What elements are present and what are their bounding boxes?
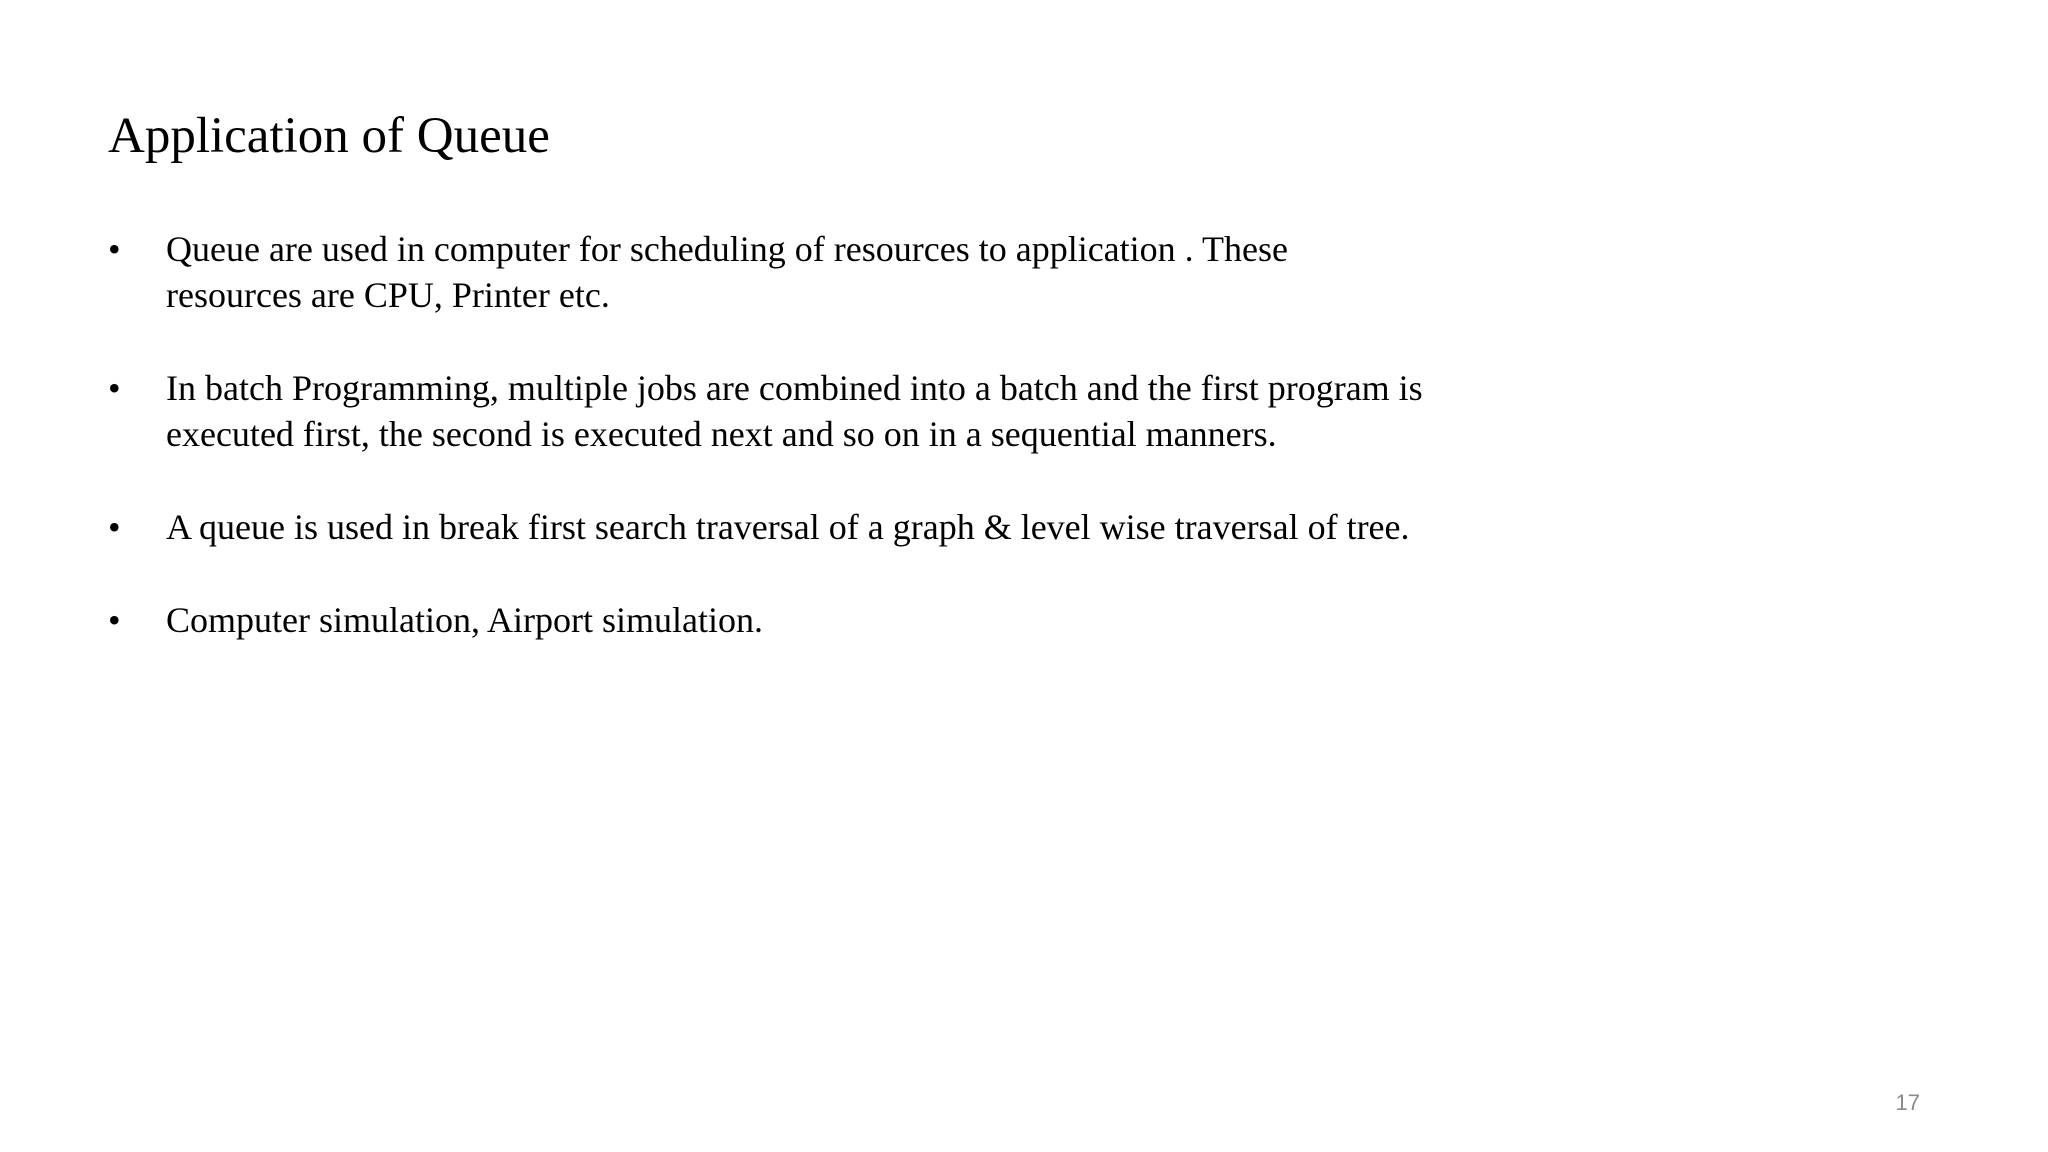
bullet-line: A queue is used in break first search traversal of a graph & level wise traversal of tree. <box>166 507 1410 547</box>
bullet-item <box>108 226 1588 318</box>
bullet-line: Computer simulation, Airport simulation. <box>166 600 763 640</box>
bullet-line: Queue are used in computer for scheduling of resources to application . These <box>166 229 1288 269</box>
bullet-line: resources are CPU, Printer etc. <box>166 275 610 315</box>
bullet-list <box>108 226 1588 643</box>
bullet-text <box>166 597 1588 643</box>
bullet-item <box>108 597 1588 643</box>
bullet-item <box>108 365 1588 457</box>
bullet-dot-icon: • <box>108 368 121 408</box>
bullet-line: executed first, the second is executed next and so on in a sequential manners. <box>166 414 1277 454</box>
bullet-text <box>166 226 1588 318</box>
bullet-text <box>166 365 1588 457</box>
bullet-dot-icon: • <box>108 507 121 547</box>
bullet-line: In batch Programming, multiple jobs are combined into a batch and the first program is <box>166 368 1423 408</box>
bullet-dot-icon: • <box>108 229 121 269</box>
bullet-dot-icon: • <box>108 600 121 640</box>
bullet-item <box>108 504 1588 550</box>
page-number: 17 <box>1895 1090 1920 1115</box>
bullet-text <box>166 504 1588 550</box>
slide-title: Application of Queue <box>108 108 550 164</box>
